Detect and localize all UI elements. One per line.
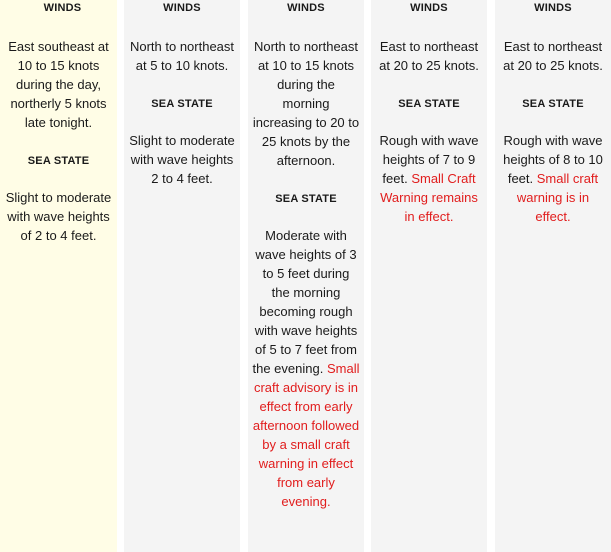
sea-state-description: Slight to moderate with wave heights of 2 to 4 feet.: [5, 190, 112, 243]
sea-state-text: [375, 131, 483, 226]
sea-state-heading: SEA STATE: [398, 98, 460, 110]
winds-heading: WINDS: [287, 2, 325, 14]
sea-state-description: Moderate with wave heights of 3 to 5 feet during the morning becoming rough with wave heights of 5 to 7 feet from the evening.: [252, 228, 358, 376]
winds-text: East to northeast at 20 to 25 knots.: [379, 39, 479, 73]
sea-state-text: [252, 226, 360, 511]
forecast-column-day-5: [495, 0, 611, 552]
winds-text: East to northeast at 20 to 25 knots.: [503, 39, 603, 73]
small-craft-warning-text: Small craft advisory is in effect from early afternoon followed by a small craft warning in effect from early evening.: [252, 361, 360, 509]
winds-text: North to northeast at 10 to 15 knots during the morning increasing to 20 to 25 knots by the afternoon.: [252, 39, 360, 168]
small-craft-warning-text: Small craft warning is in effect.: [516, 171, 599, 224]
forecast-column-day-3: [248, 0, 364, 552]
sea-state-text: [499, 131, 607, 226]
winds-heading: WINDS: [163, 2, 201, 14]
sea-state-text: [4, 188, 113, 245]
winds-heading: WINDS: [43, 2, 82, 14]
forecast-column-today: [0, 0, 117, 552]
sea-state-description: Slight to moderate with wave heights 2 to 4 feet.: [129, 133, 235, 186]
winds-text: East southeast at 10 to 15 knots during the day, northerly 5 knots late tonight.: [8, 39, 109, 130]
winds-heading: WINDS: [410, 2, 448, 14]
sea-state-description: Rough with wave heights of 7 to 9 feet.: [379, 133, 479, 186]
winds-text: North to northeast at 5 to 10 knots.: [129, 39, 235, 73]
sea-state-heading: SEA STATE: [275, 193, 337, 205]
sea-state-heading: SEA STATE: [151, 98, 213, 110]
sea-state-description: Rough with wave heights of 8 to 10 feet.: [503, 133, 603, 186]
forecast-column-day-4: [371, 0, 487, 552]
sea-state-heading: SEA STATE: [27, 155, 90, 167]
forecast-column-day-2: [124, 0, 240, 552]
small-craft-warning-text: Small Craft Warning remains in effect.: [380, 171, 478, 224]
winds-heading: WINDS: [534, 2, 572, 14]
sea-state-heading: SEA STATE: [522, 98, 584, 110]
sea-state-text: [128, 131, 236, 188]
